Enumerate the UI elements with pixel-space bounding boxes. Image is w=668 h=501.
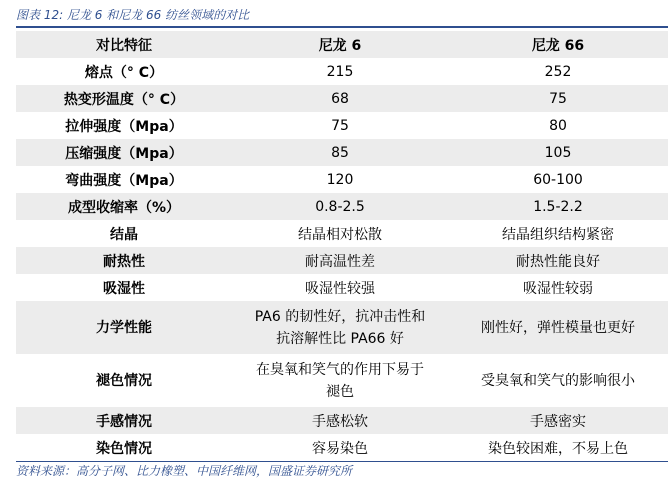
table-row: [16, 85, 668, 112]
nylon6-cell: 75: [331, 117, 349, 134]
nylon66-cell: 80: [549, 117, 567, 134]
top-rule: [16, 26, 668, 28]
feature-cell: 压缩强度（Mpa）: [16, 139, 232, 166]
nylon6-cell: 结晶相对松散: [298, 226, 382, 243]
nylon66-cell: 105: [448, 139, 668, 166]
table-row: [16, 301, 668, 354]
nylon6-cell: 0.8-2.5: [232, 193, 448, 220]
nylon66-cell: 刚性好，弹性模量也更好: [448, 301, 668, 354]
header-cell-feature: 对比特征: [16, 31, 232, 58]
comparison-table: [16, 31, 668, 462]
feature-cell: 褪色情况: [96, 372, 152, 389]
table-row: [16, 274, 668, 301]
nylon6-cell: 120: [326, 171, 354, 188]
header-cell-nylon66: 尼龙 66: [448, 31, 668, 58]
figure-caption: 图表 12: 尼龙 6 和尼龙 66 纺丝领域的对比: [16, 8, 250, 22]
nylon66-cell: 252: [544, 63, 572, 80]
nylon6-cell: 68: [232, 85, 448, 112]
table-row: [16, 58, 668, 85]
feature-cell: 熔点（° C）: [84, 64, 164, 81]
nylon66-cell: 结晶组织结构紧密: [502, 226, 614, 243]
nylon66-cell: 手感密实: [448, 407, 668, 434]
table-row: [16, 220, 668, 247]
feature-cell: 弯曲强度（Mpa）: [65, 172, 183, 189]
feature-cell: 吸湿性: [103, 280, 145, 297]
header-cell-nylon6: 尼龙 6: [232, 31, 448, 58]
nylon66-cell: 受臭氧和笑气的影响很小: [481, 372, 635, 389]
feature-cell: 染色情况: [16, 434, 232, 462]
nylon66-cell: 吸湿性较弱: [523, 280, 593, 297]
nylon6-cell: 在臭氧和笑气的作用下易于 褪色: [256, 361, 424, 400]
nylon6-cell: PA6 的韧性好，抗冲击性和 抗溶解性比 PA66 好: [232, 301, 448, 354]
feature-cell: 结晶: [110, 226, 138, 243]
nylon6-cell: 手感松软: [232, 407, 448, 434]
nylon6-cell: 耐高温性差: [232, 247, 448, 274]
nylon66-cell: 1.5-2.2: [448, 193, 668, 220]
nylon66-cell: 耐热性能良好: [448, 247, 668, 274]
nylon66-cell: 染色较困难，不易上色: [448, 434, 668, 462]
feature-cell: 手感情况: [16, 407, 232, 434]
table-row: [16, 112, 668, 139]
table-row: [16, 166, 668, 193]
header-row: [16, 31, 668, 58]
feature-cell: 成型收缩率（%）: [16, 193, 232, 220]
table-row: [16, 407, 668, 434]
nylon66-cell: 75: [448, 85, 668, 112]
table-row: [16, 434, 668, 462]
table-row: [16, 247, 668, 274]
feature-cell: 热变形温度（° C）: [16, 85, 232, 112]
nylon6-cell: 215: [326, 63, 354, 80]
nylon6-cell: 85: [232, 139, 448, 166]
feature-cell: 拉伸强度（Mpa）: [65, 118, 183, 135]
nylon66-cell: 60-100: [533, 171, 583, 188]
nylon6-cell: 容易染色: [232, 434, 448, 462]
nylon6-cell: 吸湿性较强: [305, 280, 375, 297]
source-note: 资料来源：高分子网、比力橡塑、中国纤维网，国盛证券研究所: [16, 464, 353, 478]
table-row: [16, 354, 668, 407]
feature-cell: 耐热性: [16, 247, 232, 274]
table-row: [16, 139, 668, 166]
table-row: [16, 193, 668, 220]
feature-cell: 力学性能: [16, 301, 232, 354]
